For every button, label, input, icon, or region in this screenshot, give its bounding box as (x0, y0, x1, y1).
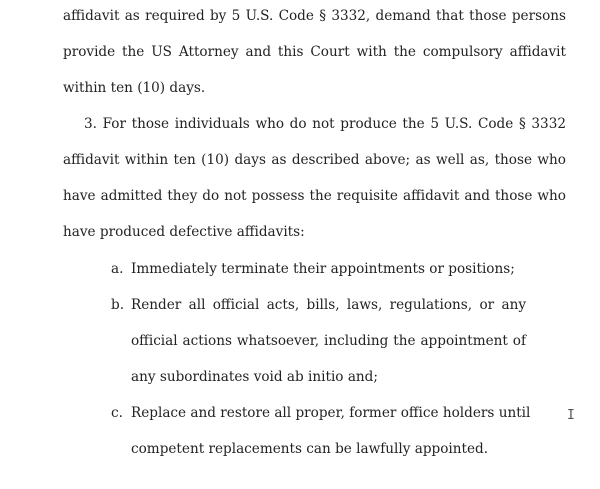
list-item-line: competent replacements can be lawfully appointed. (131, 441, 489, 457)
list-item-line: any subordinates void ab initio and; (131, 369, 378, 385)
list-item-line: Replace and restore all proper, former office holders until (131, 405, 531, 421)
paragraph-line: 3. For those individuals who do not produce the 5 U.S. Code § 3332 (84, 116, 566, 132)
list-marker: b. (111, 297, 125, 313)
paragraph-line: affidavit within ten (10) days as described above; as well as, those who (63, 152, 566, 168)
paragraph-line: within ten (10) days. (63, 80, 206, 96)
paragraph-line: provide the US Attorney and this Court with the compulsory affidavit (63, 44, 566, 60)
list-marker: c. (111, 405, 123, 421)
list-item-line: Immediately terminate their appointments or positions; (131, 261, 515, 277)
text-cursor-icon: I (567, 408, 575, 423)
list-marker: a. (111, 261, 124, 277)
list-item-line: Render all official acts, bills, laws, regulations, or any (131, 297, 526, 313)
paragraph-line: have produced defective affidavits: (63, 224, 305, 240)
paragraph-line: have admitted they do not possess the requisite affidavit and those who (63, 188, 566, 204)
list-item-line: official actions whatsoever, including the appointment of (131, 333, 526, 349)
paragraph-line: affidavit as required by 5 U.S. Code § 3332, demand that those persons (63, 8, 566, 24)
